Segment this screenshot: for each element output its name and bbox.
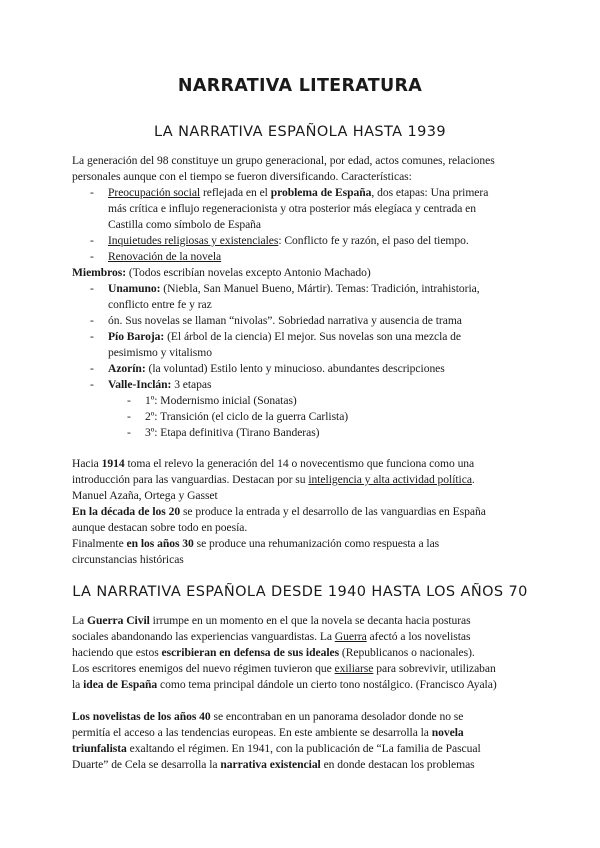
text-span: (Todos escribían novelas excepto Antonio Machado) [126,266,371,279]
text-line: conflicto entre fe y raz [108,298,212,311]
bold-text: Guerra Civil [86,614,150,627]
list-item-member [108,281,528,313]
bold-text: Los novelistas de los años 40 [72,710,211,723]
bold-text: triunfalista [72,742,127,755]
bold-text: 1914 [101,457,125,470]
list-dash: - [90,378,94,391]
bold-text: Pío Baroja: [108,330,165,343]
intro-line: La generación del 98 constituye un grupo generacional, por edad, actos comunes, relaciones [72,154,495,167]
underlined-text: Inquietudes religiosas y existenciales [108,234,279,247]
intro-line: personales aunque con el tiempo se fueron diversificando. Características: [72,170,412,183]
list-dash: - [127,410,131,423]
underlined-text: Guerra [334,630,367,643]
bold-text: Miembros: [72,266,127,279]
underlined-text: inteligencia y alta actividad política [308,473,472,486]
text-span: para sobrevivir, utilizaban [373,662,496,675]
text-span: 3 etapas [171,378,212,391]
list-item-characteristic [108,233,528,249]
text-span: Los escritores enemigos del nuevo régimen tuvieron que [72,662,335,675]
list-item-characteristic [108,185,528,233]
text-span: haciendo que estos [72,646,162,659]
list-item-stage: 2º: Transición (el ciclo de la guerra Carlista) [145,410,349,423]
list-dash: - [127,394,131,407]
text-span: : Conflicto fe y razón, el paso del tiempo. [278,234,469,247]
bold-text: problema de España [270,186,372,199]
list-dash: - [90,314,94,327]
underlined-text: Renovación de la novela [108,250,222,263]
list-item-member [108,329,528,361]
text-span: toma el relevo la generación del 14 o novecentismo que funciona como una [124,457,475,470]
text-span: se produce la entrada y el desarrollo de las vanguardias en España [180,505,486,518]
list-dash: - [90,282,94,295]
text-span: , dos etapas: Una primera [371,186,489,199]
underlined-text: exiliarse [334,662,374,675]
text-span: como tema principal dándole un cierto tono nostálgico. (Francisco Ayala) [157,678,497,691]
list-item-stage: 3º: Etapa definitiva (Tirano Banderas) [145,426,320,439]
text-line: pesimismo y vitalismo [108,346,212,359]
text-span: la [72,678,84,691]
list-item-member [108,361,528,377]
list-dash: - [90,362,94,375]
bold-text: en los años 30 [126,537,194,550]
text-span: reflejada en el [200,186,271,199]
text-span: Finalmente [72,537,127,550]
text-span: sociales abandonando las experiencias vanguardistas. La [72,630,335,643]
text-line: Manuel Azaña, Ortega y Gasset [72,489,218,502]
text-span: (la voluntad) Estilo lento y minucioso. abundantes descripciones [145,362,445,375]
bold-text: narrativa existencial [220,758,321,771]
list-dash: - [90,250,94,263]
text-span: permitía el acceso a las tendencias europeas. En este ambiente se desarrolla la [72,726,432,739]
list-dash: - [90,330,94,343]
text-span: introducción para las vanguardias. Destacan por su [72,473,309,486]
text-span: (Niebla, San Manuel Bueno, Mártir). Temas: Tradición, intrahistoria, [160,282,480,295]
members-line [72,265,532,281]
list-dash: - [90,234,94,247]
text-span: afectó a los novelistas [366,630,471,643]
text-span: . [471,473,475,486]
underlined-text: Preocupación social [108,186,201,199]
bold-text: Unamuno: [108,282,161,295]
bold-text: Valle-Inclán: [108,378,172,391]
list-item-stage: 1º: Modernismo inicial (Sonatas) [145,394,297,407]
text-span: en donde destacan los problemas [320,758,475,771]
list-item-characteristic [108,249,528,265]
list-dash: - [127,426,131,439]
bold-text: idea de España [83,678,158,691]
list-item-member: ón. Sus novelas se llaman “nivolas”. Sobriedad narrativa y ausencia de trama [108,314,462,327]
section-heading-1: LA NARRATIVA ESPAÑOLA HASTA 1939 [153,124,446,140]
text-span: se encontraban en un panorama desolador donde no se [210,710,464,723]
paragraph-guerra-civil [72,613,532,693]
list-item-member [108,377,528,393]
text-span: La [72,614,87,627]
text-span: Duarte” de Cela se desarrolla la [72,758,221,771]
bold-text: En la década de los 20 [72,505,181,518]
list-dash: - [90,186,94,199]
text-span: (Republicanos o nacionales). [339,646,475,659]
bold-text: novela [431,726,464,739]
paragraph-1914 [72,456,532,568]
document-title: NARRATIVA LITERATURA [177,76,423,96]
bold-text: Azorín: [108,362,146,375]
text-span: Hacia [72,457,102,470]
paragraph-anos-40 [72,709,532,773]
text-line: Castilla como símbolo de España [108,218,262,231]
text-line: aunque destacan sobre todo en poesía. [72,521,248,534]
section-heading-2: LA NARRATIVA ESPAÑOLA DESDE 1940 HASTA LOS AÑOS 70 [72,584,528,600]
bold-text: escribieran en defensa de sus ideales [161,646,340,659]
text-span: (El árbol de la ciencia) El mejor. Sus novelas son una mezcla de [164,330,462,343]
text-line: circunstancias históricas [72,553,184,566]
intro-paragraph [72,153,532,185]
text-span: exaltando el régimen. En 1941, con la publicación de “La familia de Pascual [126,742,481,755]
text-line: más crítica e influjo regeneracionista y otra posterior más elegíaca y centrada en [108,202,477,215]
text-span: irrumpe en un momento en el que la novela se decanta hacia posturas [149,614,471,627]
text-span: se produce una rehumanización como respuesta a las [193,537,440,550]
